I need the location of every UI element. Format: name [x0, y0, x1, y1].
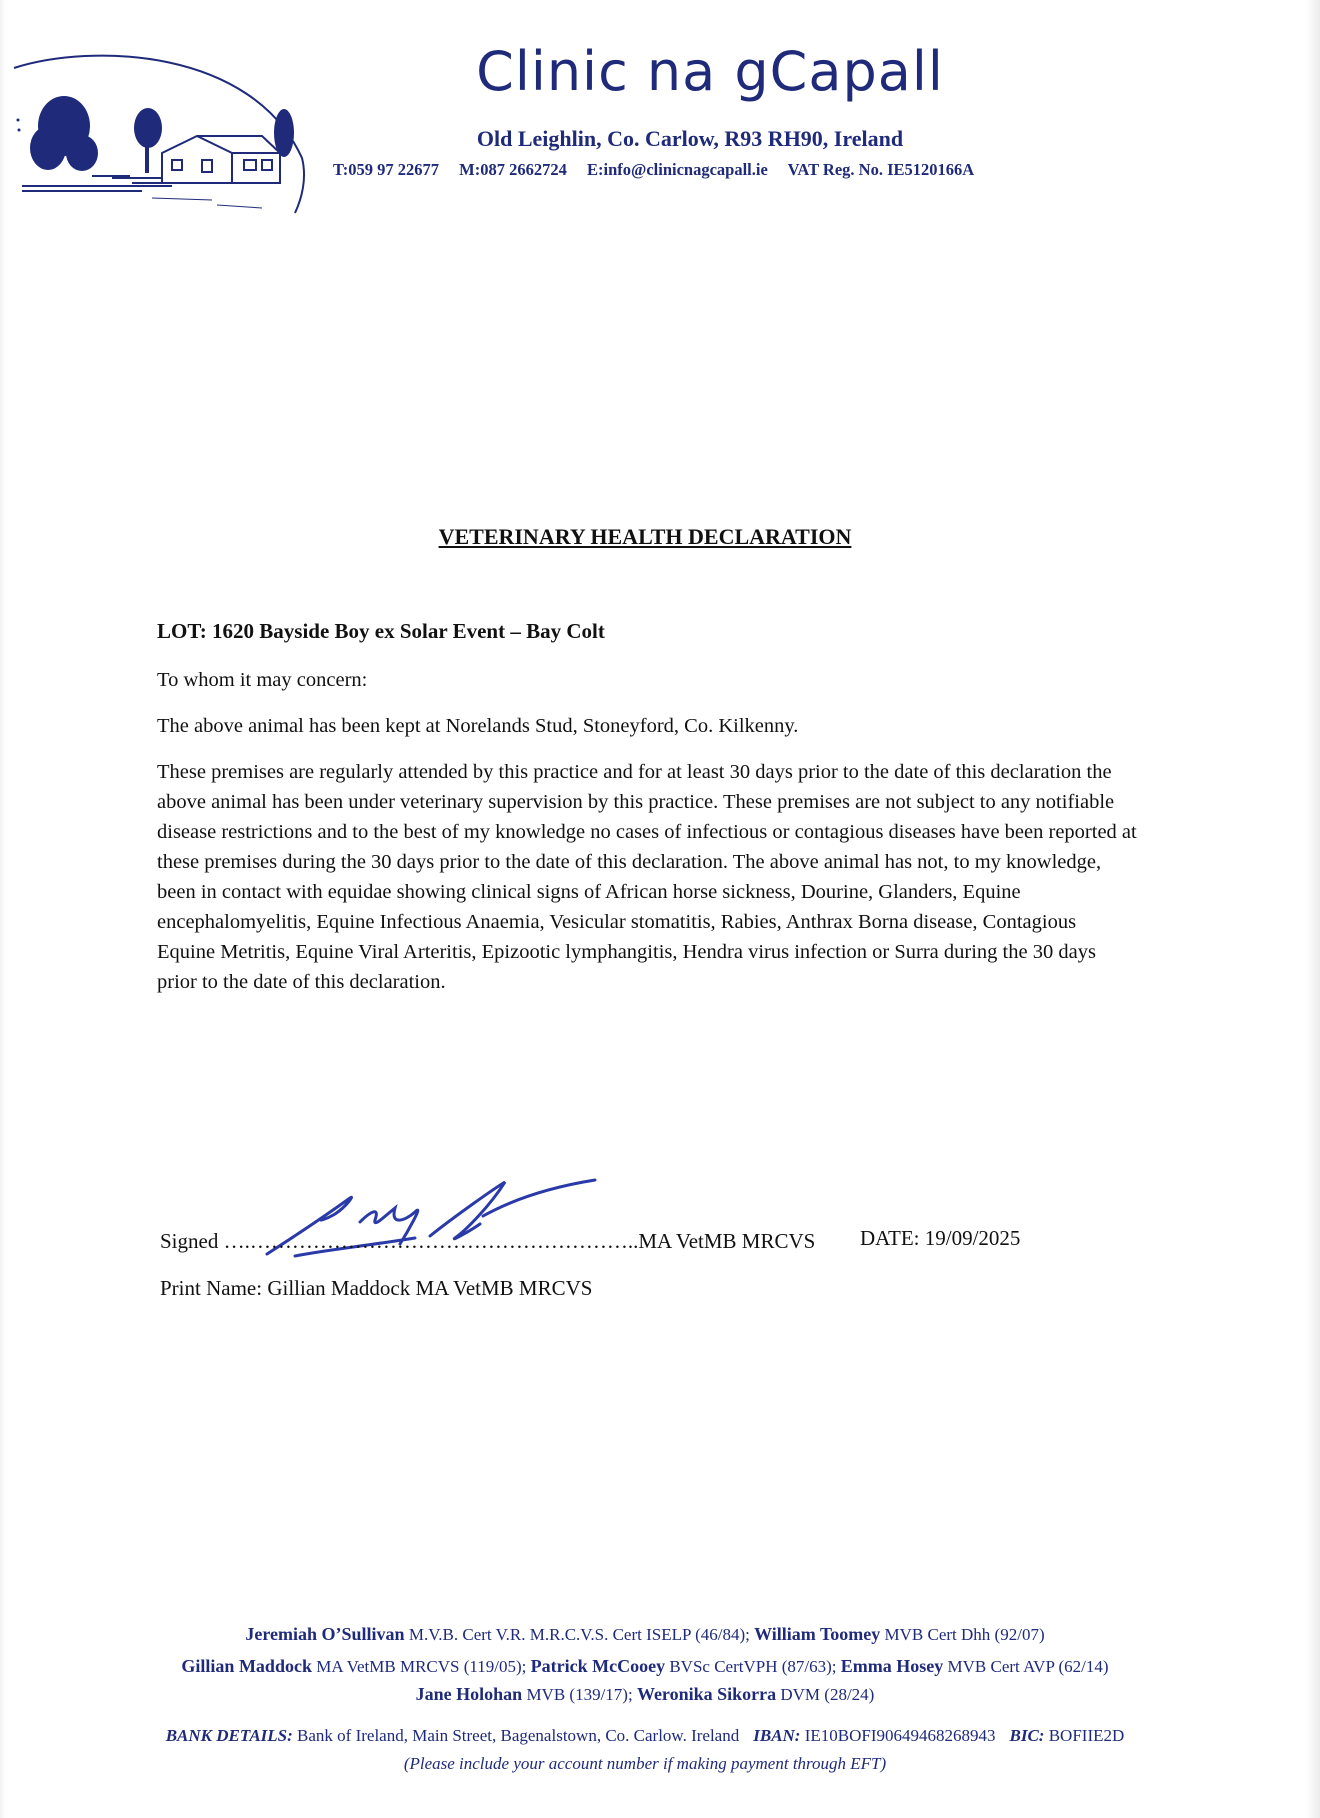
bank-details [0, 1726, 1290, 1746]
vet-name: William Toomey [754, 1624, 881, 1644]
iban-value: IE10BOFI90649468268943 [800, 1726, 996, 1745]
vet-name: Gillian Maddock [181, 1656, 312, 1676]
vet-quals: MVB Cert AVP (62/14) [943, 1657, 1109, 1676]
clinic-address: Old Leighlin, Co. Carlow, R93 RH90, Ireland [476, 126, 904, 151]
vet-name: Weronika Sikorra [636, 1684, 777, 1704]
greeting: To whom it may concern: [157, 669, 368, 691]
vet-quals: M.V.B. Cert V.R. M.R.C.V.S. Cert ISELP (46/84); [404, 1625, 755, 1644]
vet-name: Jeremiah O’Sullivan [245, 1624, 405, 1644]
vet-quals: MA VetMB MRCVS (119/05); [311, 1657, 531, 1676]
vet-quals: BVSc CertVPH (87/63); [665, 1657, 841, 1676]
vet-quals: MVB Cert Dhh (92/07) [880, 1625, 1045, 1644]
footer-vets-line-2 [0, 1656, 1290, 1677]
lot-line: LOT: 1620 Bayside Boy ex Solar Event – Bay Colt [157, 619, 605, 643]
bic-value: BOFIIE2D [1044, 1726, 1125, 1745]
clinic-name: Clinic na gCapall [476, 40, 944, 103]
page-edge-right [1306, 0, 1320, 1818]
vat-number: VAT Reg. No. IE5120166A [787, 160, 975, 179]
bank-value: Bank of Ireland, Main Street, Bagenalstown, Co. Carlow. Ireland [292, 1726, 740, 1745]
footer-vets-line-1 [0, 1624, 1290, 1645]
vet-quals: DVM (28/24) [776, 1685, 875, 1704]
print-name: Print Name: Gillian Maddock MA VetMB MRCVS [160, 1276, 593, 1300]
kept-at-statement: The above animal has been kept at Norelands Stud, Stoneyford, Co. Kilkenny. [157, 715, 799, 737]
vet-name: Patrick McCooey [530, 1656, 666, 1676]
vet-name: Jane Holohan [415, 1684, 523, 1704]
iban-label: IBAN: [753, 1726, 801, 1745]
document-title: VETERINARY HEALTH DECLARATION [438, 524, 852, 549]
clinic-logo-illustration [12, 48, 312, 218]
email-address: E:info@clinicnagcapall.ie [586, 160, 768, 179]
vet-quals: MVB (139/17); [522, 1685, 637, 1704]
declaration-date: DATE: 19/09/2025 [860, 1226, 1021, 1250]
footer-vets-line-3 [0, 1684, 1290, 1705]
phone-number: T:059 97 22677 [333, 160, 440, 179]
bank-label: BANK DETAILS: [165, 1726, 293, 1745]
payment-note: (Please include your account number if making payment through EFT) [403, 1754, 887, 1773]
contact-line [333, 160, 1093, 180]
page-edge-left [0, 0, 6, 1818]
bic-label: BIC: [1009, 1726, 1045, 1745]
vet-name: Emma Hosey [840, 1656, 944, 1676]
mobile-number: M:087 2662724 [459, 160, 567, 179]
signed-line: Signed ….………………………………………………..MA VetMB MRCVS [160, 1229, 816, 1253]
declaration-body: These premises are regularly attended by this practice and for at least 30 days prior to the date of this declaration the above animal has been under veterinary supervision by this practice. These premises are not subject to any notifiable disease restrictions and to the best of my knowledge no cases of infectious or contagious diseases have been reported at these premises during the 30 days prior to the date of this declaration. The above animal has not, to my knowledge, been in contact with equidae showing clinical signs of African horse sickness, Dourine, Glanders, Equine encephalomyelitis, Equine Infectious Anaemia, Vesicular stomatitis, Rabies, Anthrax Borna disease, Contagious Equine Metritis, Equine Viral Arteritis, Epizootic lymphangitis, Hendra virus infection or Surra during the 30 days prior to the date of this declaration. [157, 761, 1137, 993]
